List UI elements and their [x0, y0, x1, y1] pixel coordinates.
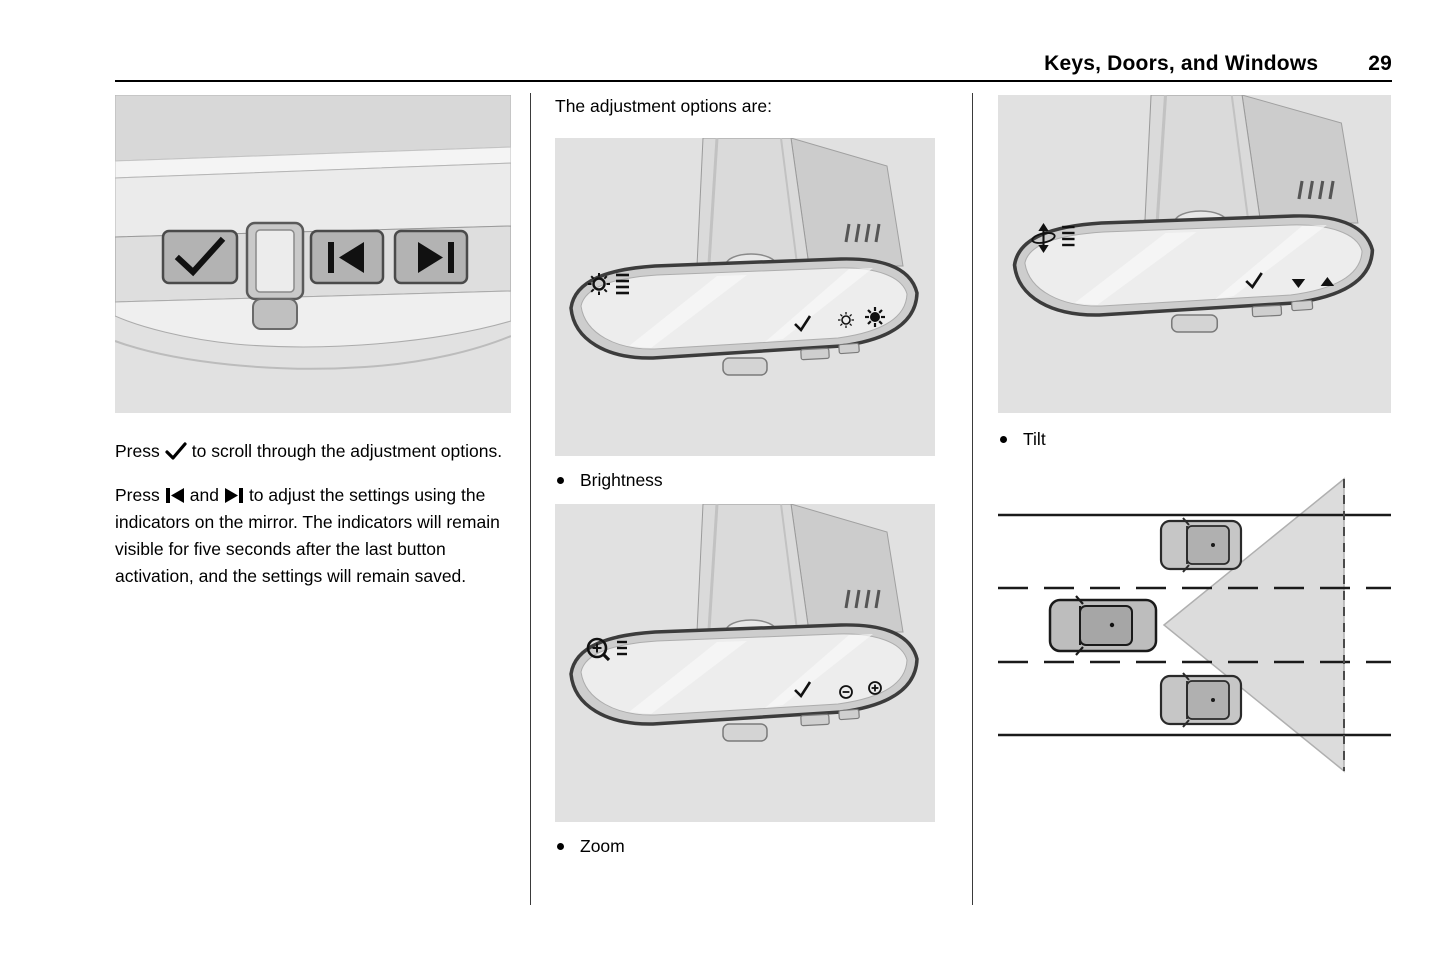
- mirror-buttons-illustration: [115, 95, 511, 413]
- column-divider-right: [972, 93, 973, 905]
- paragraph-scroll-pre: Press: [115, 441, 160, 461]
- paragraph-scroll-post: to scroll through the adjustment options.: [191, 441, 503, 461]
- rear-view-field-illustration: [998, 463, 1391, 788]
- zoom-mirror-illustration: [555, 504, 935, 822]
- previous-button-illustrated: [311, 231, 383, 283]
- right-column: [998, 95, 1391, 788]
- bullet-label-tilt: Tilt: [1023, 429, 1046, 449]
- check-button-illustrated: [163, 231, 237, 283]
- next-track-icon: [224, 487, 244, 504]
- paragraph-scroll: [115, 438, 511, 465]
- tilt-mirror-illustration: [998, 95, 1391, 413]
- brightness-mirror-illustration: [555, 138, 935, 456]
- bullet-item-tilt: [1000, 427, 1391, 451]
- column-divider-left: [530, 93, 531, 905]
- zoom-mirror-drawing: [555, 504, 935, 822]
- bullet-dot: [557, 843, 564, 850]
- left-column: [115, 95, 511, 590]
- next-button-illustrated: [395, 231, 467, 283]
- bullet-item-zoom: [557, 834, 935, 858]
- tilt-mirror-drawing: [998, 95, 1391, 413]
- chapter-title: Keys, Doors, and Windows: [1044, 52, 1319, 75]
- previous-track-icon: [165, 487, 185, 504]
- mirror-mount: [247, 223, 303, 329]
- bright-sun-icon: [865, 307, 885, 327]
- brightness-mirror-drawing: [555, 138, 935, 456]
- adjustment-options-intro: The adjustment options are:: [555, 96, 772, 116]
- middle-column: [555, 95, 935, 870]
- mirror-buttons-drawing: [115, 95, 511, 413]
- header-rule: [115, 80, 1392, 82]
- bullet-item-brightness: [557, 468, 935, 492]
- page-number: 29: [1368, 52, 1392, 75]
- bullet-label-brightness: Brightness: [580, 470, 663, 490]
- paragraph-adjust-pre: Press: [115, 485, 160, 505]
- check-icon: [165, 442, 187, 460]
- paragraph-adjust-post: to adjust the settings using the indicators on the mirror. The indicators will remain visible for five seconds after the last button activation, and the settings will remain saved.: [115, 485, 500, 586]
- driver-vehicle: [1050, 596, 1156, 655]
- paragraph-adjust: [115, 482, 511, 590]
- vehicle-bottom-lane: [1161, 673, 1241, 727]
- rear-view-field-drawing: [998, 463, 1391, 788]
- page-header: [115, 52, 1392, 76]
- bullet-label-zoom: Zoom: [580, 836, 625, 856]
- bullet-dot: [1000, 436, 1007, 443]
- vehicle-top-lane: [1161, 518, 1241, 572]
- bullet-dot: [557, 477, 564, 484]
- paragraph-adjust-mid: and: [189, 485, 219, 505]
